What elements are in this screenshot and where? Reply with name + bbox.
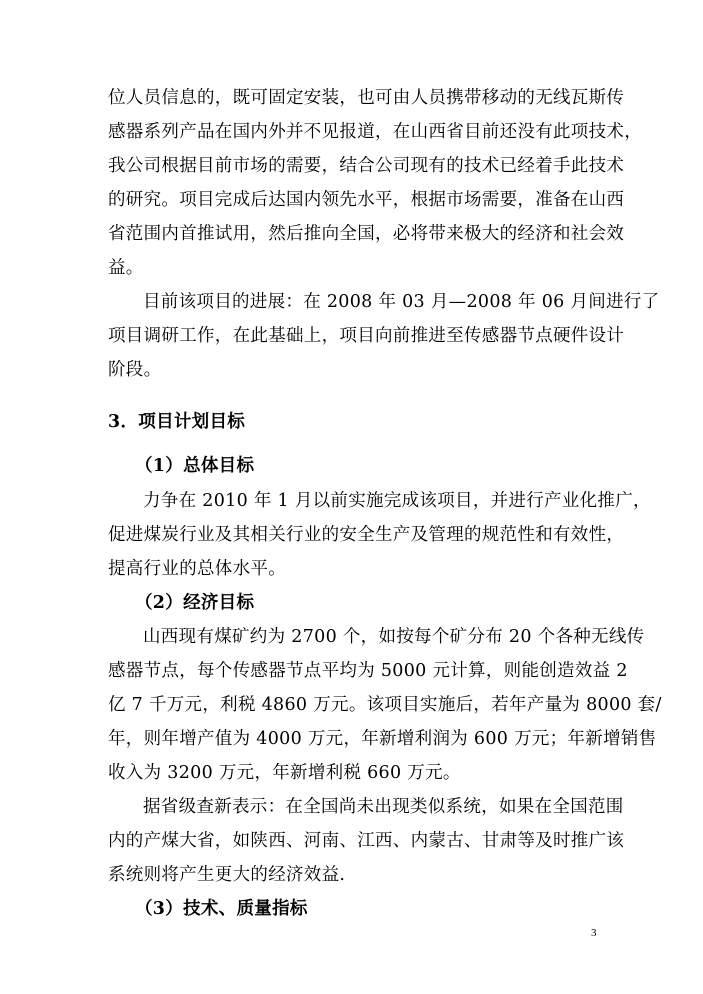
subsection-heading: （2）经济目标	[135, 593, 255, 613]
paragraph-line: 年，则年增产值为 4000 万元，年新增利润为 600 万元；年新增销售	[108, 729, 657, 749]
paragraph-line: 提高行业的总体水平。	[108, 559, 286, 579]
paragraph-line: 省范围内首推试用，然后推向全国，必将带来极大的经济和社会效	[108, 224, 625, 244]
paragraph-line: 项目调研工作，在此基础上，项目向前推进至传感器节点硬件设计	[108, 326, 625, 346]
paragraph-line: 促进煤炭行业及其相关行业的安全生产及管理的规范性和有效性，	[108, 525, 625, 545]
paragraph-line: 位人员信息的，既可固定安装，也可由人员携带移动的无线瓦斯传	[108, 88, 625, 108]
subsection-heading: （3）技术、质量指标	[135, 899, 308, 919]
paragraph-line: 山西现有煤矿约为 2700 个，如按每个矿分布 20 个各种无线传	[143, 627, 645, 647]
paragraph-line: 的研究。项目完成后达国内领先水平，根据市场需要，准备在山西	[108, 190, 625, 210]
page-number: 3	[591, 927, 597, 939]
paragraph-line: 感器系列产品在国内外并不见报道，在山西省目前还没有此项技术，	[108, 122, 642, 142]
paragraph-line: 阶段。	[108, 360, 162, 380]
paragraph-line: 我公司根据目前市场的需要，结合公司现有的技术已经着手此技术	[108, 156, 625, 176]
subsection-heading: （1）总体目标	[135, 456, 255, 476]
paragraph-line: 力争在 2010 年 1 月以前实施完成该项目，并进行产业化推广，	[143, 491, 651, 511]
section-heading: 3．项目计划目标	[108, 412, 246, 432]
paragraph-line: 亿 7 千万元，利税 4860 万元。该项目实施后，若年产量为 8000 套/	[108, 695, 662, 715]
paragraph-line: 内的产煤大省，如陕西、河南、江西、内蒙古、甘肃等及时推广该	[108, 831, 625, 851]
paragraph-line: 感器节点，每个传感器节点平均为 5000 元计算，则能创造效益 2	[108, 661, 628, 681]
paragraph-line: 系统则将产生更大的经济效益.	[108, 865, 346, 885]
paragraph-line: 益。	[108, 258, 144, 278]
paragraph-line: 目前该项目的进展：在 2008 年 03 月—2008 年 06 月间进行了	[143, 292, 660, 312]
paragraph-line: 据省级查新表示：在全国尚未出现类似系统，如果在全国范围	[143, 797, 624, 817]
paragraph-line: 收入为 3200 万元，年新增利税 660 万元。	[108, 763, 461, 783]
